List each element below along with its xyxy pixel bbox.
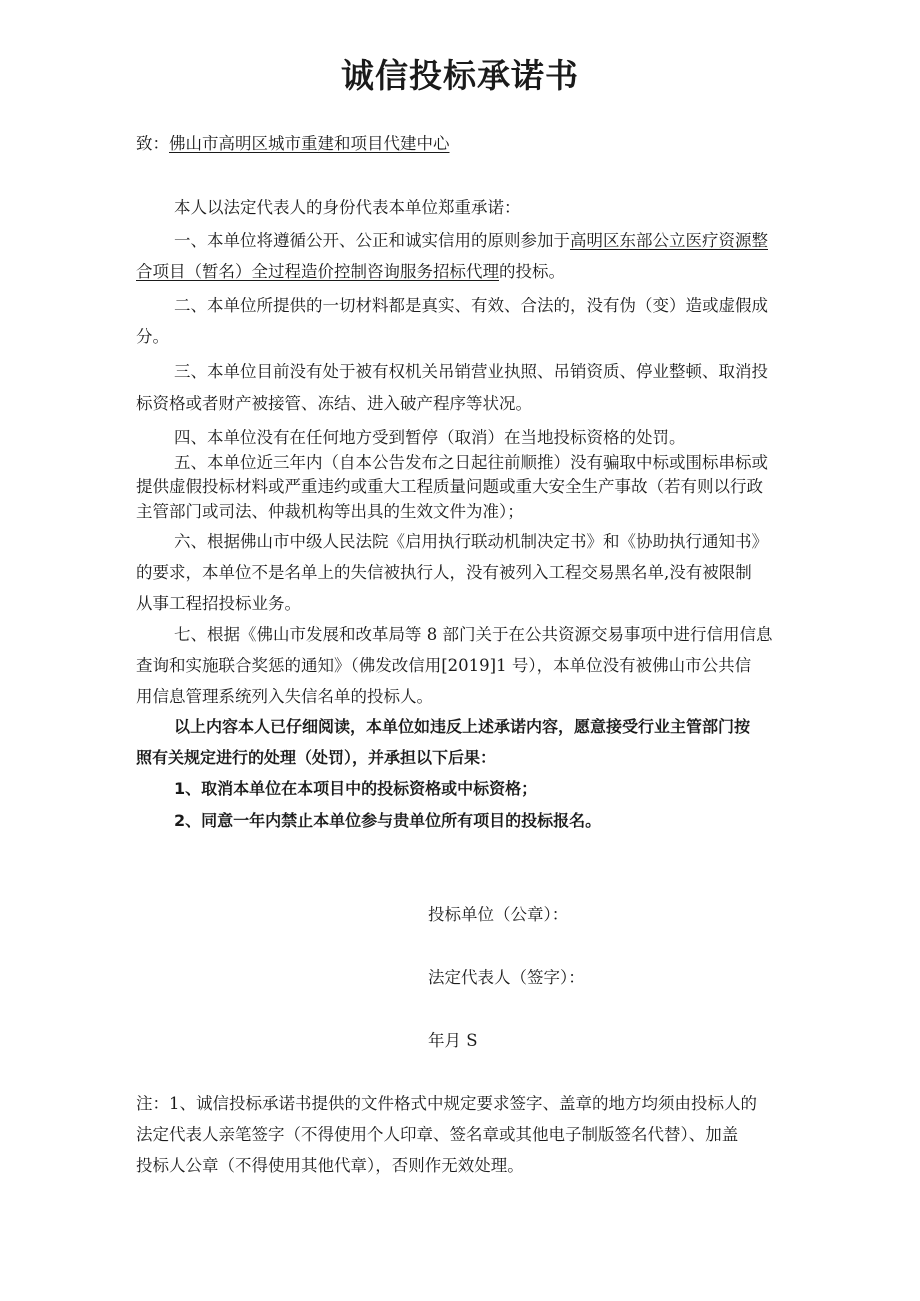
clause-7-line-2: 查询和实施联合奖惩的通知》（佛发改信用[2019]1 号），本单位没有被佛山市公共信 [136,656,752,675]
intro-line: 本人以法定代表人的身份代表本单位郑重承诺： [174,198,521,217]
clause-5-line-3: 主管部门或司法、仲裁机构等出具的生效文件为准）； [136,502,524,521]
clause-3-line-2: 标资格或者财产被接管、冻结、进入破产程序等状况。 [136,394,532,413]
clause-1-line-1 [174,229,768,253]
clause-4-line: 四、本单位没有在任何地方受到暂停（取消）在当地投标资格的处罚。 [174,428,686,447]
consequence-line-1: 以上内容本人已仔细阅读，本单位如违反上述承诺内容，愿意接受行业主管部门按 [174,717,751,736]
document-title: 诚信投标承诺书 [341,56,579,95]
clause-3-line-1: 三、本单位目前没有处于被有权机关吊销营业执照、吊销资质、停业整顿、取消投 [174,362,768,381]
signature-legal-rep: 法定代表人（签字）： [428,968,585,987]
signature-date: 年月 S [428,1031,478,1050]
signature-bidder: 投标单位（公章）： [428,905,569,924]
clause-2-line-1: 二、本单位所提供的一切材料都是真实、有效、合法的，没有伪（变）造或虚假成 [174,296,768,315]
note-line-3: 投标人公章（不得使用其他代章），否则作无效处理。 [136,1156,524,1175]
clause-1-prefix: 一、本单位将遵循公开、公正和诚实信用的原则参加于 [174,231,570,250]
consequence-item-1: 1、取消本单位在本项目中的投标资格或中标资格； [174,779,538,798]
note-line-2: 法定代表人亲笔签字（不得使用个人印章、签名章或其他电子制版签名代替）、加盖 [136,1125,739,1144]
clause-2-line-2: 分。 [136,327,169,346]
clause-5-line-1: 五、本单位近三年内（自本公告发布之日起往前顺推）没有骗取中标或围标串标或 [174,453,768,472]
clause-7-line-3: 用信息管理系统列入失信名单的投标人。 [136,687,433,706]
clause-1-line-2 [136,260,565,284]
recipient-name: 佛山市高明区城市重建和项目代建中心 [169,134,450,153]
clause-6-line-2: 的要求，本单位不是名单上的失信被执行人，没有被列入工程交易黑名单,没有被限制 [136,563,752,582]
clause-5-line-2: 提供虚假投标材料或严重违约或重大工程质量问题或重大安全生产事故（若有则以行政 [136,477,763,496]
recipient-line [136,132,450,156]
note-line-1: 注：1、诚信投标承诺书提供的文件格式中规定要求签字、盖章的地方均须由投标人的 [136,1094,757,1113]
consequence-item-2: 2、同意一年内禁止本单位参与贵单位所有项目的投标报名。 [174,811,602,830]
clause-6-line-1: 六、根据佛山市中级人民法院《启用执行联动机制决定书》和《协助执行通知书》 [174,532,768,551]
consequence-line-2: 照有关规定进行的处理（处罚），并承担以下后果： [136,748,497,767]
clause-1-project-part1: 高明区东部公立医疗资源整 [570,231,768,250]
clause-1-suffix: 的投标。 [499,262,565,281]
clause-6-line-3: 从事工程招投标业务。 [136,594,301,613]
clause-7-line-1: 七、根据《佛山市发展和改革局等 8 部门关于在公共资源交易事项中进行信用信息 [174,625,773,644]
recipient-prefix: 致： [136,134,169,153]
clause-1-project-part2: 合项目（暂名）全过程造价控制咨询服务招标代理 [136,262,499,281]
